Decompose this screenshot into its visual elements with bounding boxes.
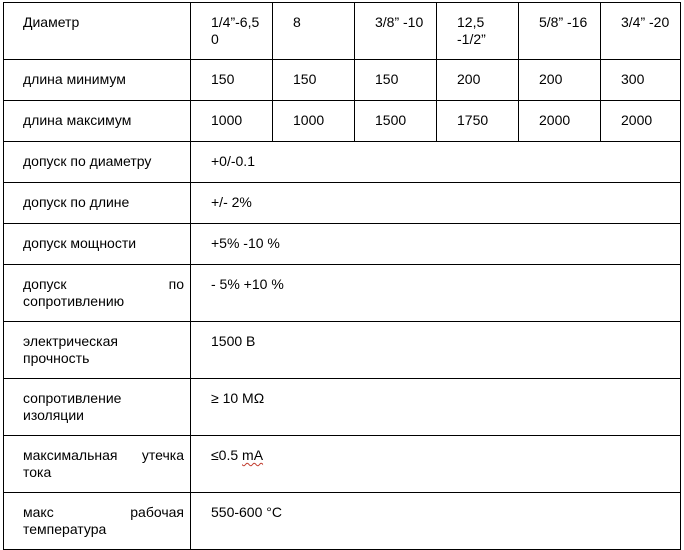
length-min-value: 300: [601, 60, 681, 101]
row-label-insulation-resistance: сопротивление изоляции: [4, 379, 191, 436]
table-row-diameter-tolerance: [4, 142, 681, 183]
row-label-length-min: длина минимум: [4, 60, 191, 101]
length-max-value: 1500: [355, 101, 437, 142]
length-tolerance-value: +/- 2%: [191, 183, 681, 224]
dielectric-strength-value: 1500 В: [191, 322, 681, 379]
resistance-tolerance-value: - 5% +10 %: [191, 265, 681, 322]
diameter-value: 1/4”-6,50: [191, 3, 273, 60]
table-row-resistance-tolerance: [4, 265, 681, 322]
length-min-value: 150: [273, 60, 355, 101]
table-row-power-tolerance: [4, 224, 681, 265]
table-row-length-tolerance: [4, 183, 681, 224]
table-row-length-min: [4, 60, 681, 101]
length-max-value: 2000: [519, 101, 601, 142]
row-label-length-max: длина максимум: [4, 101, 191, 142]
max-leakage-unit: mA: [242, 447, 264, 463]
power-tolerance-value: +5% -10 %: [191, 224, 681, 265]
spec-table: [3, 2, 681, 550]
max-temperature-value: 550-600 °C: [191, 493, 681, 550]
row-label-dielectric-strength: электрическая прочность: [4, 322, 191, 379]
table-row-dielectric-strength: [4, 322, 681, 379]
max-leakage-number: ≤0.5: [211, 447, 243, 463]
diameter-value: 3/8” -10: [355, 3, 437, 60]
table-row-max-temperature: [4, 493, 681, 550]
length-min-value: 150: [355, 60, 437, 101]
diameter-value: 5/8” -16: [519, 3, 601, 60]
length-max-value: 2000: [601, 101, 681, 142]
row-label-length-tolerance: допуск по длине: [4, 183, 191, 224]
length-max-value: 1000: [273, 101, 355, 142]
text-cursor-mark: [680, 262, 681, 276]
row-label-power-tolerance: допуск мощности: [4, 224, 191, 265]
max-leakage-value: [191, 436, 681, 493]
table-row-insulation-resistance: [4, 379, 681, 436]
row-label-max-temperature: макс рабочая температура: [4, 493, 191, 550]
diameter-value: 3/4” -20: [601, 3, 681, 60]
length-min-value: 200: [437, 60, 519, 101]
diameter-value: 12,5 -1/2”: [437, 3, 519, 60]
row-label-resistance-tolerance: допуск по сопротивлению: [4, 265, 191, 322]
table-row-max-leakage: [4, 436, 681, 493]
row-label-diameter-tolerance: допуск по диаметру: [4, 142, 191, 183]
diameter-value: 8: [273, 3, 355, 60]
table-row-length-max: [4, 101, 681, 142]
diameter-tolerance-value: +0/-0.1: [191, 142, 681, 183]
insulation-resistance-value: ≥ 10 MΩ: [191, 379, 681, 436]
length-min-value: 150: [191, 60, 273, 101]
length-max-value: 1000: [191, 101, 273, 142]
row-label-max-leakage: максимальная утечка тока: [4, 436, 191, 493]
row-label-diameter: Диаметр: [4, 3, 191, 60]
length-min-value: 200: [519, 60, 601, 101]
table-row-diameter: [4, 3, 681, 60]
length-max-value: 1750: [437, 101, 519, 142]
